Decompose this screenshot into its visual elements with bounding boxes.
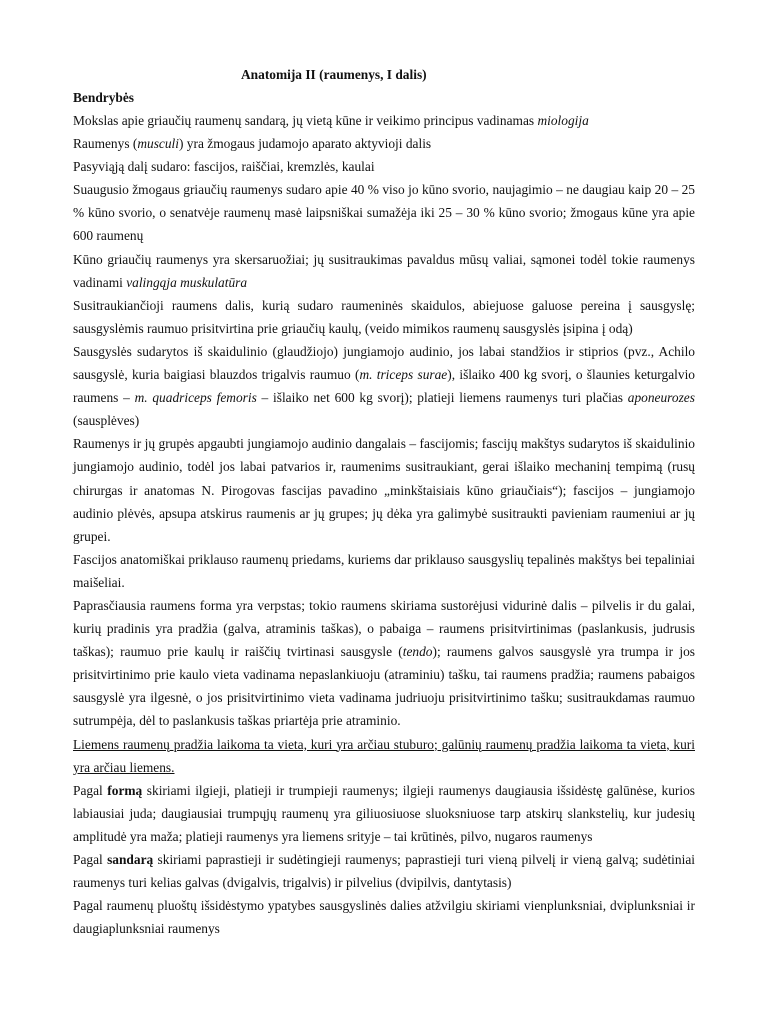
- italic-term: miologija: [537, 113, 589, 128]
- paragraph-text: Pagal raumenų pluoštų išsidėstymo ypatybes sausgyslinės dalies atžvilgiu skiriami vienplunksniai, dviplunksniai ir daugiaplunksniai raumenys: [73, 898, 695, 937]
- section-heading: Bendrybės: [73, 90, 135, 105]
- paragraph-text: Mokslas apie griaučių raumenų sandarą, jų vietą kūne ir veikimo principus vadinamas: [73, 113, 538, 128]
- paragraph-text: Liemens raumenų pradžia laikoma ta vieta, kuri yra arčiau stuburo; galūnių raumenų pradžia laikoma ta vieta, kuri yra arčiau liemens.: [73, 736, 695, 775]
- paragraph-text: Kūno griaučių raumenys yra skersaruožiai; jų susitraukimas pavaldus mūsų valiai, sąmonei todėl tokie raumenys vadinami: [73, 251, 695, 290]
- italic-term: tendo: [402, 644, 433, 660]
- paragraph: [73, 132, 695, 155]
- paragraph-text: ); raumens galvos sausgyslė yra trumpa ir jos prisitvirtinimo prie kaulo vieta vadinama nepaslankiuoju (atraminiu) tašku, tai raumens pradžia; raumens pabaigos sausgyslė yra ilgesnė, o jos prisitvirtinimo vieta vadinama judriuoju prisitvirtinimo tašku; susitraukdamas raumuo sutrumpėja, dėl to paslankusis taškas priartėja prie atraminio.: [73, 644, 695, 729]
- bold-term: sandarą: [107, 852, 154, 867]
- italic-term: aponeurozes: [627, 390, 695, 406]
- paragraph-text: Pagal: [73, 782, 108, 798]
- paragraph: [73, 733, 695, 779]
- italic-term: valingąja muskulatūra: [126, 274, 248, 290]
- paragraph: [73, 594, 695, 733]
- paragraph-text: skiriami paprastieji ir sudėtingieji raumenys; paprastieji turi vieną pilvelį ir vieną galvą; sudėtiniai raumenys turi kelias galvas (dvigalvis, trigalvis) ir pilvelius (dvipilvis, dantytasis): [73, 852, 695, 891]
- paragraph: [73, 340, 695, 432]
- paragraph: [73, 548, 695, 594]
- paragraph-text: Susitraukiančioji raumens dalis, kurią sudaro raumeninės skaidulos, abiejuose galuose pereina į sausgyslę; sausgyslėmis raumuo prisitvirtina prie griaučių kaulų, (veido mimikos raumenų sausgyslės įsipina į odą): [73, 297, 695, 336]
- italic-term: m. triceps surae: [359, 367, 448, 383]
- italic-term: musculi: [137, 136, 179, 152]
- document-body: [73, 109, 695, 940]
- italic-term: m. quadriceps femoris: [134, 390, 257, 406]
- paragraph-text: – išlaiko net 600 kg svorį); platieji liemens raumenys turi plačias: [256, 390, 628, 406]
- paragraph: [73, 178, 695, 247]
- paragraph-text: (sausplėves): [73, 413, 140, 429]
- document-title: Anatomija II (raumenys, I dalis): [241, 67, 427, 82]
- paragraph: [73, 432, 695, 547]
- paragraph: [73, 848, 695, 894]
- paragraph: [73, 779, 695, 848]
- paragraph-text: Raumenys (: [73, 136, 138, 152]
- paragraph-text: Sausgyslės sudarytos iš skaidulinio (glaudžiojo) jungiamojo audinio, jos labai standžios ir stiprios (pvz., Achilo sausgyslė, kuria baigiasi blauzdos trigalvis raumuo (: [73, 343, 695, 383]
- paragraph-text: Pagal: [73, 852, 108, 867]
- bold-term: formą: [107, 782, 143, 798]
- paragraph-text: Pasyviąją dalį sudaro: fascijos, raiščiai, kremzlės, kaulai: [73, 159, 375, 175]
- paragraph-text: skiriami ilgieji, platieji ir trumpieji raumenys; ilgieji raumenys daugiausia išsidėstę galūnėse, kurios labiausiai juda; daugiausiai trumpųjų raumenų yra giliuosiuose sluoksniuose tarp atskirų slankstelių, kur judesių amplitudė yra maža; platieji raumenys yra liemens srityje – tai krūtinės, pilvo, nugaros raumenys: [73, 782, 695, 844]
- paragraph: [73, 294, 695, 340]
- paragraph: [73, 155, 695, 178]
- paragraph-text: Raumenys ir jų grupės apgaubti jungiamojo audinio dangalais – fascijomis; fascijų makštys sudarytos iš skaidulinio jungiamojo audinio, todėl jos labai patvarios ir, raumenims susitraukiant, gerai išlaiko mechaninį tempimą (rusų chirurgas ir anatomas N. Pirogovas fascijas pavadino „minkštaisiais kūno griaučiais“); fascijos – jungiamojo audinio plėvės, apsupa atskirus raumenis ar jų grupes; jų dėka yra galimybė susitraukti pavieniam raumeniui ar jų grupei.: [73, 436, 695, 544]
- paragraph: [73, 894, 695, 940]
- paragraph-text: ), išlaiko 400 kg svorį, o šlaunies keturgalvio raumens –: [73, 367, 695, 406]
- paragraph-text: Paprasčiausia raumens forma yra verpstas; tokio raumens skiriama sustorėjusi vidurinė dalis – pilvelis ir du galai, kurių pradinis yra pradžia (galva, atraminis taškas), o pabaiga – raumens prisitvirtinimas (paslankusis, judrusis taškas); raumuo prie kaulų ir raiščių tvirtinasi sausgysle (: [73, 597, 695, 660]
- paragraph-text: Fascijos anatomiškai priklauso raumenų priedams, kuriems dar priklauso sausgyslių tepalinės makštys bei tepaliniai maišeliai.: [73, 551, 695, 590]
- paragraph-text: Suaugusio žmogaus griaučių raumenys sudaro apie 40 % viso jo kūno svorio, naujagimio – ne daugiau kaip 20 – 25 % kūno svorio, o senatvėje raumenų masė laipsniškai sumažėja iki 25 – 30 % kūno svorio; žmogaus kūne yra apie 600 raumenų: [73, 182, 695, 244]
- paragraph-text: ) yra žmogaus judamojo aparato aktyvioji dalis: [179, 136, 432, 152]
- paragraph: [73, 109, 695, 132]
- paragraph: [73, 248, 695, 294]
